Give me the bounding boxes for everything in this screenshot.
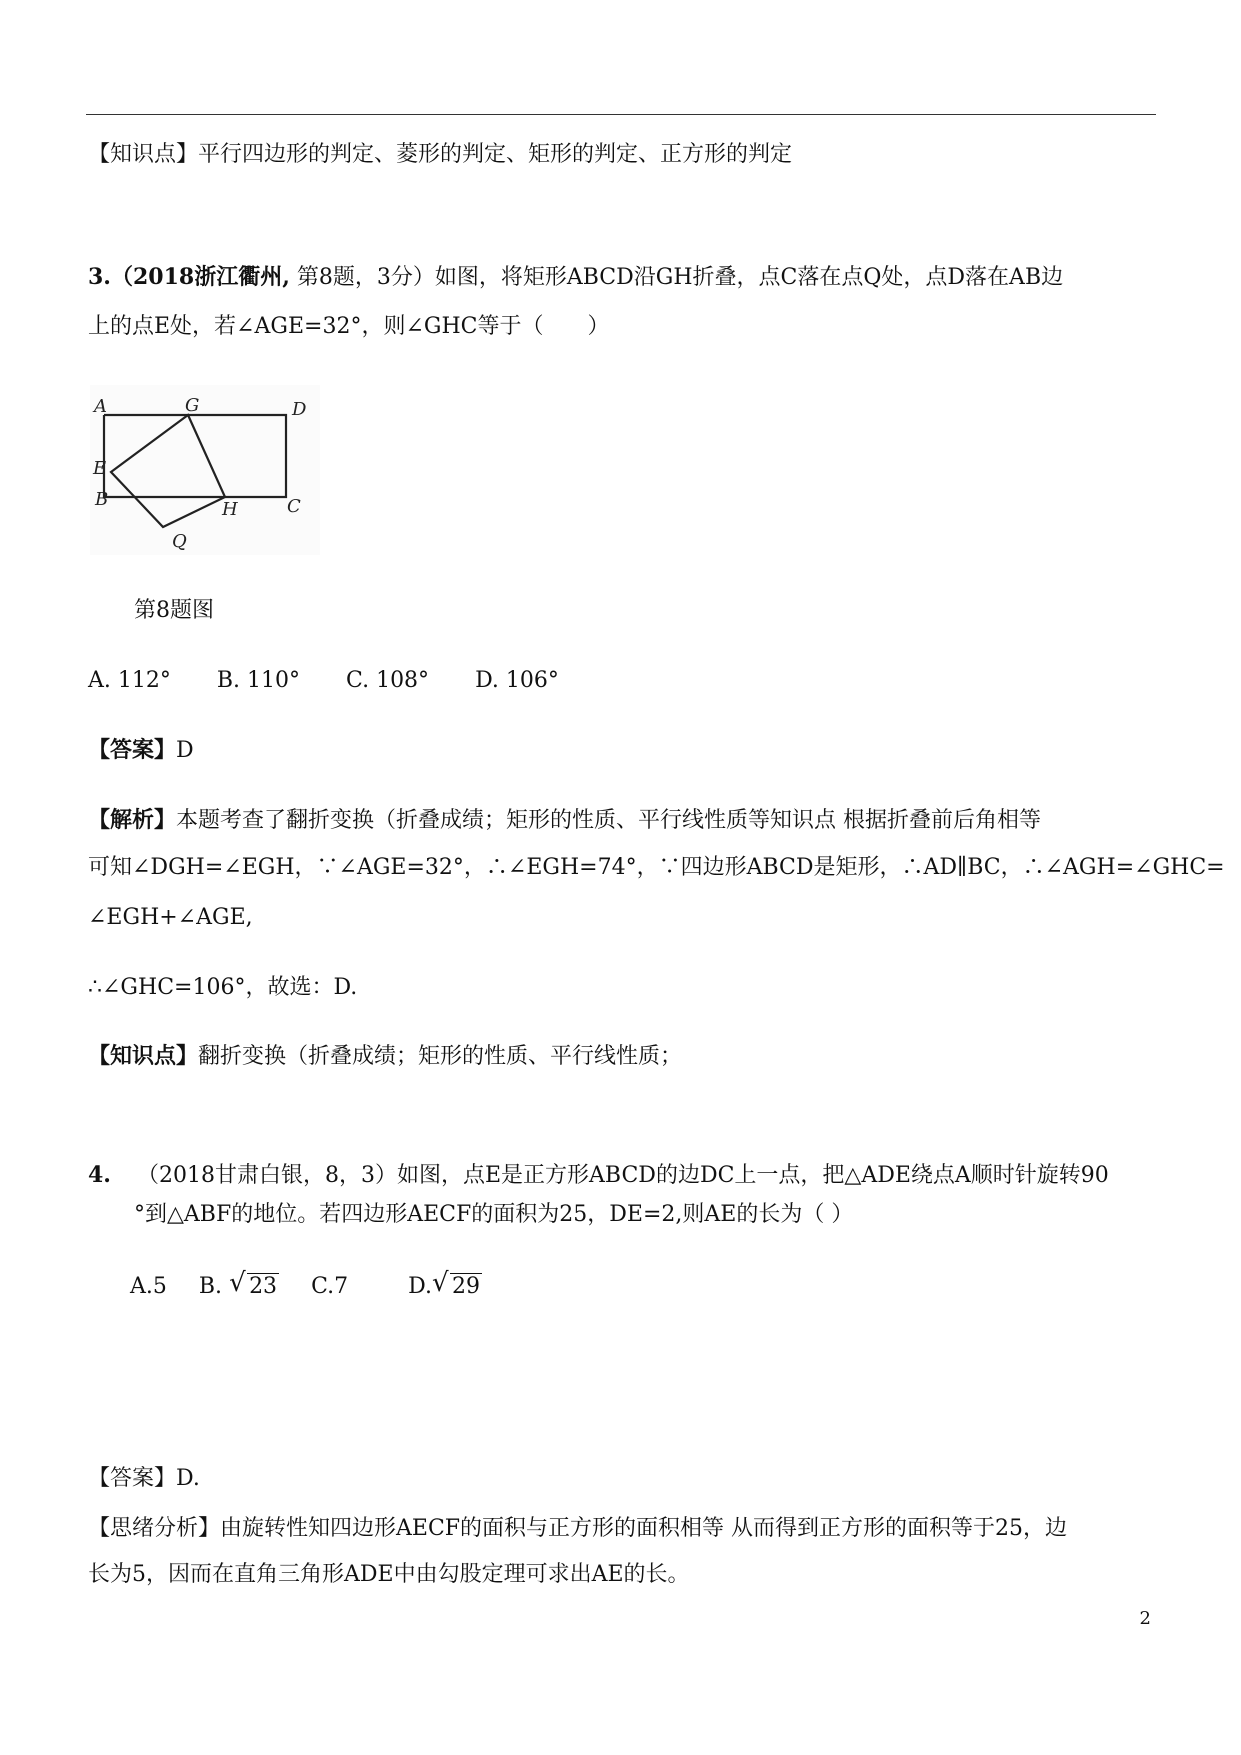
label-c: C — [287, 496, 301, 517]
q3-knowledge-label: 【知识点】 — [88, 1043, 199, 1069]
q4-analysis-line1 — [88, 1514, 1067, 1544]
q3-source: （2018浙江衢州, — [110, 264, 290, 290]
q4-analysis-1: 由旋转性知四边形AECF的面积与正方形的面积相等 从而得到正方形的面积等于25，边 — [220, 1516, 1068, 1541]
label-h: H — [222, 499, 238, 520]
header-rule — [86, 114, 1156, 115]
q3-answer-label: 【答案】 — [88, 737, 177, 763]
label-b: B — [95, 489, 109, 510]
label-e: E — [93, 458, 107, 479]
sqrt-23 — [229, 1268, 279, 1302]
q4-answer-line — [88, 1464, 200, 1494]
q3-analysis-line1 — [88, 805, 1041, 836]
q3-stem-1: 第8题，3分）如图，将矩形ABCD沿GH折叠，点C落在点Q处，点D落在AB边 — [289, 265, 1064, 290]
q3-line1 — [88, 262, 1063, 293]
label-q: Q — [172, 531, 187, 552]
radical-sign: √ — [431, 1268, 449, 1298]
q4-option-b-prefix: B. — [198, 1274, 223, 1299]
q3-analysis-label: 【解析】 — [88, 807, 177, 833]
q4-analysis-line2: 长为5，因而在直角三角形ADE中由勾股定理可求出AE的长。 — [88, 1562, 690, 1587]
q3-answer: D — [176, 738, 194, 763]
q3-option-c: C. 108° — [346, 668, 430, 693]
q3-analysis-line3: ∠EGH+∠AGE, — [88, 905, 253, 930]
q3-option-d: D. 106° — [475, 668, 559, 693]
q4-answer-label: 【答案】 — [88, 1466, 177, 1491]
q3-figure — [90, 385, 320, 555]
sqrt-29 — [431, 1268, 482, 1302]
knowledge-label: 【知识点】 — [88, 142, 199, 167]
q4-answer: D. — [176, 1466, 200, 1491]
q4-number: 4. — [88, 1162, 111, 1188]
prev-knowledge-line — [88, 140, 792, 170]
q3-option-b: B. 110° — [216, 668, 301, 693]
q3-knowledge-text: 翻折变换（折叠成绩；矩形的性质、平行线性质； — [198, 1044, 683, 1069]
q3-analysis-1: 本题考查了翻折变换（折叠成绩；矩形的性质、平行线性质等知识点 根据折叠前后角相等 — [176, 808, 1042, 833]
q4-line1 — [88, 1160, 1109, 1191]
q4-analysis-label: 【思绪分析】 — [88, 1516, 221, 1541]
q3-knowledge-line — [88, 1041, 682, 1072]
q4-option-d-prefix: D. — [408, 1274, 432, 1299]
q4-line2: °到△ABF的地位。若四边形AECF的面积为25，DE=2,则AE的长为（ ） — [134, 1202, 854, 1227]
label-g: G — [185, 395, 200, 416]
radical-sign: √ — [229, 1268, 246, 1298]
q4-options — [130, 1268, 514, 1302]
q3-analysis-line4: ∴∠GHC=106°，故选：D. — [88, 975, 358, 1000]
q3-analysis-line2: 可知∠DGH=∠EGH，∵∠AGE=32°，∴∠EGH=74°，∵四边形ABCD是矩形，∴AD∥BC，∴∠AGH=∠GHC= — [88, 855, 1225, 880]
q3-line2: 上的点E处，若∠AGE=32°，则∠GHC等于（ ） — [88, 314, 610, 339]
q4-option-d-radicand: 29 — [451, 1274, 480, 1299]
q3-answer-line — [88, 735, 194, 766]
q3-number: 3. — [88, 264, 111, 290]
q4-option-c: C.7 — [311, 1274, 349, 1299]
label-a: A — [94, 396, 107, 417]
q4-option-d — [408, 1268, 482, 1302]
knowledge-text: 平行四边形的判定、菱形的判定、矩形的判定、正方形的判定 — [198, 142, 793, 167]
q4-option-b-radicand: 23 — [249, 1274, 278, 1299]
q4-stem-1: （2018甘肃白银，8，3）如图，点E是正方形ABCD的边DC上一点，把△ADE绕点A顺时针旋转90 — [136, 1163, 1109, 1188]
page-number: 2 — [1139, 1608, 1151, 1629]
q4-option-b — [198, 1268, 279, 1302]
q3-figure-caption: 第8题图 — [134, 598, 214, 623]
label-d: D — [292, 399, 307, 420]
q3-option-a: A. 112° — [88, 668, 171, 693]
q3-options — [88, 666, 605, 696]
q4-option-a: A.5 — [130, 1274, 167, 1299]
